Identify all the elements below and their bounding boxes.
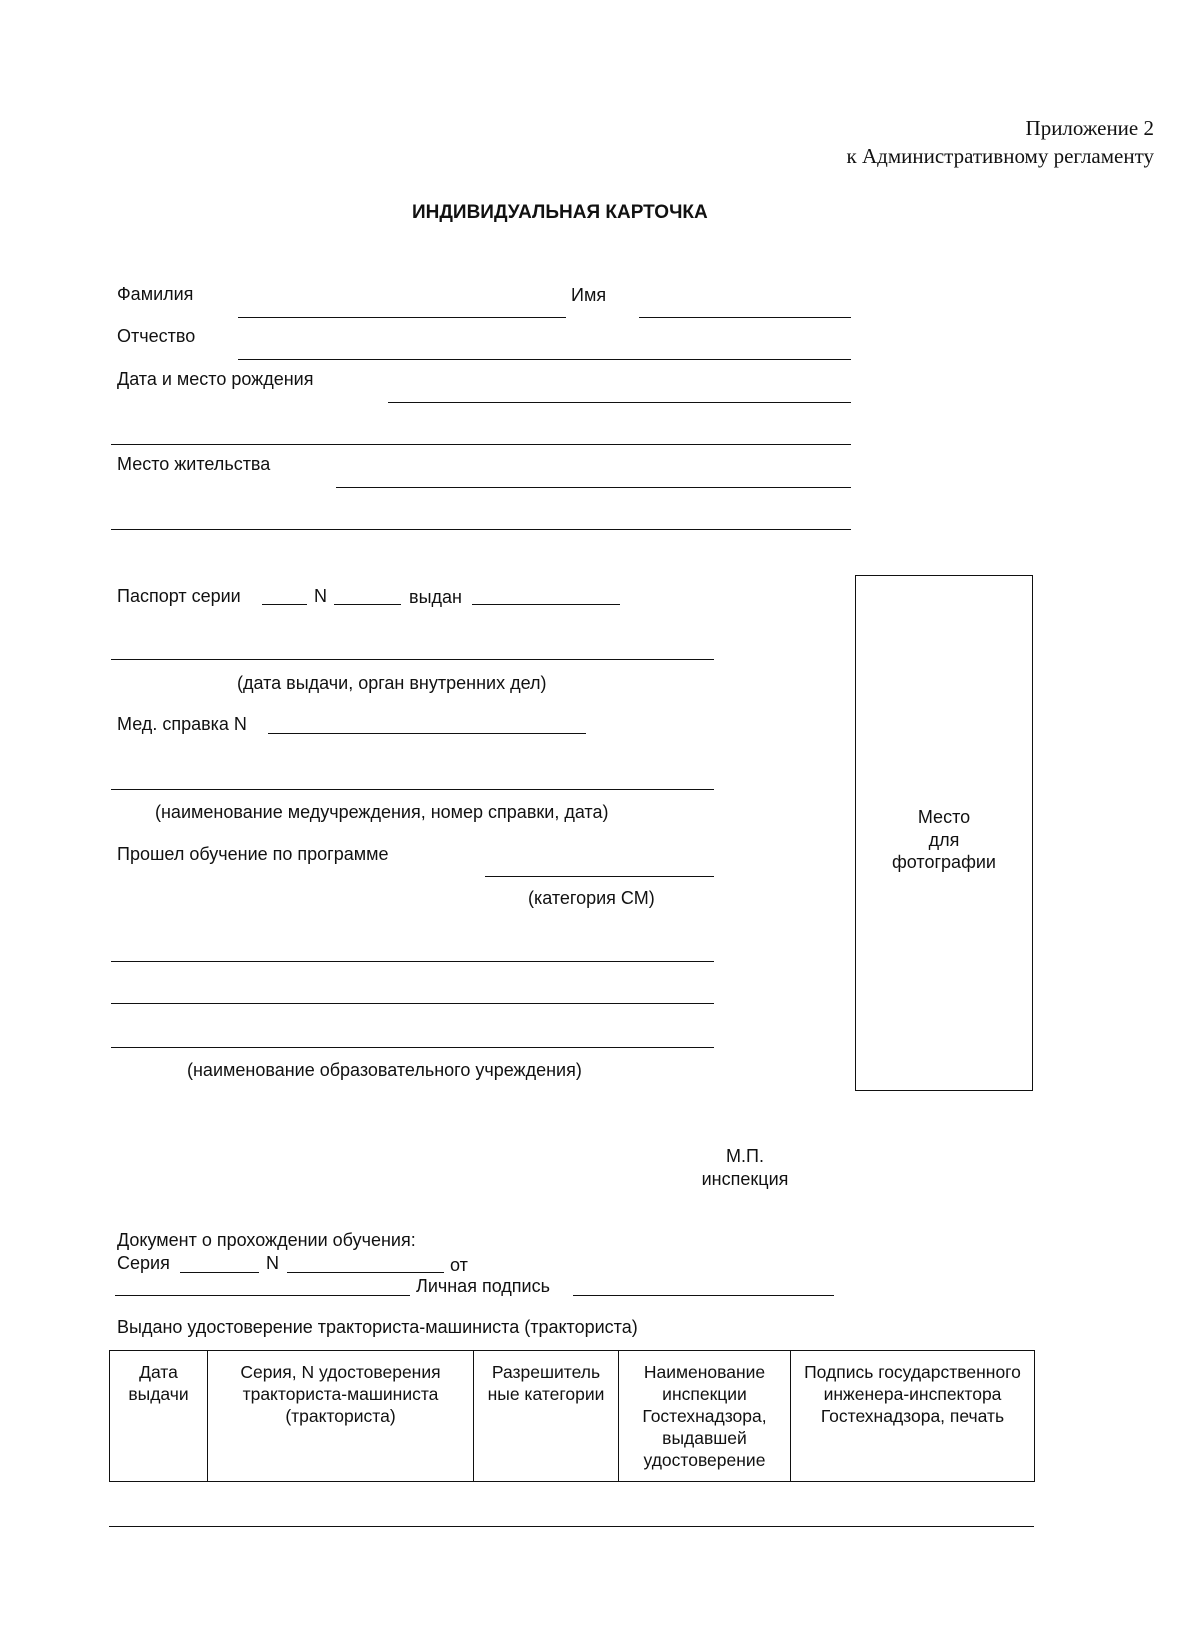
med-cert-line[interactable] <box>268 733 586 734</box>
passport-issued-label: выдан <box>409 587 462 607</box>
appendix-line-2: к Административному регламенту <box>846 144 1154 168</box>
passport-series-label: Паспорт серии <box>117 586 241 606</box>
passport-n-label: N <box>314 586 327 606</box>
stamp-inspection: инспекция <box>701 1169 789 1189</box>
column-inspector-signature: Подпись государственного инженера-инспектора Гостехнадзора, печать <box>791 1351 1035 1482</box>
institution-hint: (наименование образовательного учреждения) <box>187 1060 582 1080</box>
institution-line-2[interactable] <box>111 1003 714 1004</box>
bottom-line[interactable] <box>109 1526 1034 1527</box>
name-label: Имя <box>571 285 607 305</box>
surname-label: Фамилия <box>117 284 194 304</box>
name-line[interactable] <box>639 317 851 318</box>
column-categories: Разрешитель ные категории <box>474 1351 619 1482</box>
patronymic-line[interactable] <box>238 359 851 360</box>
patronymic-label: Отчество <box>117 326 196 346</box>
photo-label-line-2: для <box>928 829 960 850</box>
training-doc-series-line[interactable] <box>180 1272 259 1273</box>
column-inspection-name: Наименование инспекции Гостехнадзора, выдавшей удостоверение <box>619 1351 791 1482</box>
passport-details-line[interactable] <box>111 659 714 660</box>
issued-table <box>109 1350 1035 1482</box>
training-doc-n-label: N <box>266 1253 279 1273</box>
training-doc-from-label: от <box>450 1255 468 1275</box>
training-category-line[interactable] <box>485 876 714 877</box>
column-issue-date: Дата выдачи <box>110 1351 208 1482</box>
issued-label: Выдано удостоверение тракториста-машиниста (тракториста) <box>117 1317 638 1337</box>
surname-line[interactable] <box>238 317 566 318</box>
passport-hint: (дата выдачи, орган внутренних дел) <box>237 673 547 693</box>
training-hint: (категория СМ) <box>528 888 655 908</box>
training-doc-label: Документ о прохождении обучения: <box>117 1230 416 1250</box>
birth-line[interactable] <box>388 402 851 403</box>
photo-label <box>856 806 1032 874</box>
birth-line-2[interactable] <box>111 444 851 445</box>
med-hint: (наименование медучреждения, номер справки, дата) <box>155 802 609 822</box>
training-label: Прошел обучение по программе <box>117 844 389 864</box>
stamp-mp: М.П. <box>726 1146 764 1166</box>
med-cert-label: Мед. справка N <box>117 714 247 734</box>
residence-line[interactable] <box>336 487 851 488</box>
issued-table-header-row <box>110 1351 1035 1482</box>
residence-label: Место жительства <box>117 454 271 474</box>
document-title: ИНДИВИДУАЛЬНАЯ КАРТОЧКА <box>412 202 708 223</box>
residence-line-2[interactable] <box>111 529 851 530</box>
institution-line-1[interactable] <box>111 961 714 962</box>
photo-label-line-3: фотографии <box>892 852 996 872</box>
column-series-number: Серия, N удостоверения тракториста-машиниста (тракториста) <box>208 1351 474 1482</box>
photo-label-line-1: Место <box>917 807 971 827</box>
birth-label: Дата и место рождения <box>117 369 314 389</box>
passport-series-line[interactable] <box>262 604 307 605</box>
training-doc-date-line[interactable] <box>115 1295 410 1296</box>
passport-number-line[interactable] <box>334 604 401 605</box>
signature-line[interactable] <box>573 1295 834 1296</box>
appendix-line-1: Приложение 2 <box>1025 116 1154 140</box>
photo-box <box>855 575 1033 1091</box>
training-doc-series-label: Серия <box>117 1253 170 1273</box>
signature-label: Личная подпись <box>416 1276 550 1296</box>
institution-line-3[interactable] <box>111 1047 714 1048</box>
med-details-line[interactable] <box>111 789 714 790</box>
passport-issued-line[interactable] <box>472 604 620 605</box>
training-doc-number-line[interactable] <box>287 1272 444 1273</box>
